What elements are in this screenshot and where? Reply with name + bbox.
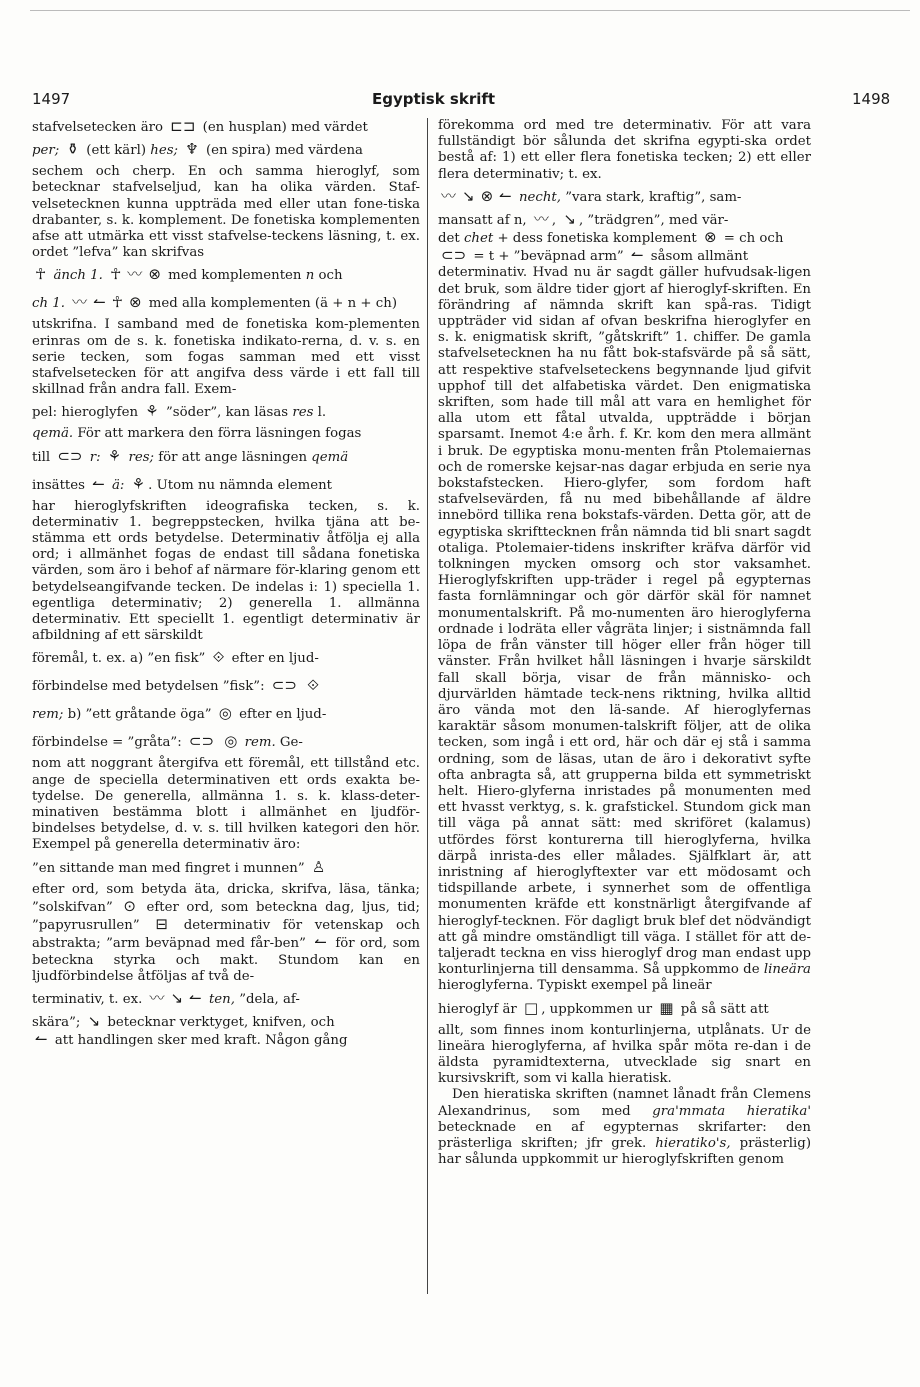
paragraph: förbindelse = ”gråta”: ⊂⊃ ◎ rem. Ge- — [32, 728, 420, 756]
filled-grid-icon: ▦ — [659, 998, 674, 1017]
sedge-icon: ⚘ — [131, 474, 146, 493]
placenta-icon: ⊗ — [148, 265, 161, 284]
arm-icon: ↼ — [93, 293, 106, 312]
linear-square-icon: □ — [524, 998, 539, 1017]
top-edge-rule — [30, 10, 910, 11]
paragraph: till ⊂⊃ r: ⚘ res; för att ange läsningen qemä — [32, 443, 420, 471]
paragraph: ch 1. 〰 ↼ ☥ ⊗ med alla komplementen (ä + n + ch) — [32, 289, 420, 317]
house-plan-icon: ⊏⊐ — [170, 117, 196, 135]
branch-icon: ↘ — [563, 209, 576, 228]
paragraph: 〰 ↘ ⊗ ↼ necht, ”vara stark, kraftig”, sam- — [438, 183, 811, 211]
paragraph: rem; b) ”ett gråtande öga” ◎ efter en ljud- — [32, 700, 420, 728]
paragraph: förekomma ord med tre determinativ. För att vara fullständigt bör sålunda det skrifna egypti-ska ordet bestå af: 1) ett eller flera fonetiska tecken; 2) ett eller flera determinativ; t. ex. — [438, 118, 811, 182]
paragraph: Den hieratiska skriften (namnet lånadt från Clemens Alexandrinus, som med gra'mmata hieratika' betecknade en af egypternas skrifarter: den prästerliga skriften; jfr grek. hieratiko's, prästerlig) har sålunda uppkommit ur hieroglyfskriften genom — [438, 1087, 812, 1168]
left-column — [32, 118, 420, 1049]
paragraph: sechem och cherp. En och samma hieroglyf, som betecknar stafvelseljud, kan ha olika värden. Staf-velsetecknen kunna uppträda med eller utan fone-tiska drabanter, s. k. komplement. De fonetiska komplementen afse att utmärka ett visst stafvelse-teckens läsning, t. ex. ordet ”lefva” kan skrifvas — [32, 164, 420, 261]
paragraph: mansatt af n, 〰 , ↘ , ”trädgren”, med vär- — [438, 209, 729, 228]
page-number-right: 1498 — [852, 90, 891, 108]
paragraph: ”en sittande man med fingret i munnen” ♙ — [32, 854, 420, 882]
placenta-icon: ⊗ — [480, 186, 494, 205]
paragraph: har hieroglyfskriften ideografiska tecken, s. k. determinativ 1. begreppstecken, hvilka tjäna att be-stämma ett ords betydelse. Determinativ åtfölja ej alla ord; i allmänhet fogas de endast till sådana fonetiska värden, som äro i behof af närmare för-klaring genom ett betydelseangifvande tecken. De indelas i: 1) speciella 1. egentliga determinativ; 2) generella 1. allmänna determinativ. Ett speciellt 1. egentligt determinativ är afbildning af ett särskildt — [32, 498, 420, 644]
paragraph: utskrifna. I samband med de fonetiska kom-plementen erinras om de s. k. fonetiska indikato-rerna, d. v. s. en serie tecken, som fogas samman med ett visst stafvelsetecken för att angifva dess värde i ett fall till skillnad från andra fall. Exem- — [32, 317, 420, 398]
weeping-eye-icon: ◎ — [224, 732, 238, 751]
ankh-icon: ☥ — [110, 265, 122, 284]
knife-icon: ↘ — [170, 988, 184, 1007]
weeping-eye-icon: ◎ — [218, 704, 232, 723]
mouth-icon: ⊂⊃ — [271, 676, 297, 695]
water-icon: 〰 — [149, 988, 165, 1007]
paragraph: per; ⚱ (ett kärl) hes; ♆ (en spira) med värdena — [32, 136, 420, 164]
water-icon: 〰 — [441, 186, 457, 205]
right-column — [438, 118, 811, 1168]
sedge-icon: ⚘ — [145, 402, 159, 421]
fish-icon: ⟐ — [307, 676, 319, 695]
water-icon: 〰 — [127, 265, 143, 284]
paragraph: hieroglyf är □ , uppkommen ur ▦ på så sätt att — [438, 995, 811, 1023]
fish-icon: ⟐ — [212, 648, 225, 667]
branch-icon: ↘ — [462, 186, 475, 205]
page-number-left: 1497 — [32, 90, 71, 108]
ankh-icon: ☥ — [111, 293, 123, 312]
paragraph: nom att noggrant återgifva ett föremål, ett tillstånd etc. ange de speciella determinativen ett ords exakta be-tydelse. De generella, allmänna 1. s. k. klass-deter-minativen bestämma blott i allmänhet en ljudför-bindelses betydelse, d. v. s. till hvilken kategori den hör. Exempel på generella determinativ äro: — [32, 756, 420, 853]
armed-arm-icon: ↼ — [499, 186, 512, 205]
armed-arm-icon: ↼ — [314, 933, 327, 952]
paragraph: insättes ↼ ä: ⚘ . Utom nu nämnda element — [32, 471, 420, 499]
paragraph: förbindelse med betydelsen ”fisk”: ⊂⊃ ⟐ — [32, 672, 420, 700]
running-title: Egyptisk skrift — [372, 90, 496, 108]
sedge-icon: ⚘ — [107, 446, 122, 465]
arm-icon: ↼ — [92, 474, 105, 493]
mouth-icon: ⊂⊃ — [57, 446, 83, 465]
paragraph: efter ord, som betyda äta, dricka, skrifva, läsa, tänka; ”solskifvan” ⊙ efter ord, som betecknа dag, ljus, tid; ”papyrusrullen” ⊟ determinativ för vetenskap och abstrakta; ”arm beväpnad med får-ben” ↼ för ord, som betecknа styrka och makt. Stundom kan en ljudförbindelse åtföljas af två de- — [32, 881, 421, 984]
ankh-icon: ☥ — [35, 265, 47, 284]
placenta-icon: ⊗ — [128, 293, 142, 312]
placenta-icon: ⊗ — [703, 228, 717, 247]
water-icon: 〰 — [72, 293, 88, 312]
paragraph: allt, som finnes inom konturlinjerna, utplånats. Ur de lineära hieroglyferna, af hvilka spår möta re-dan i de äldsta pyramidtexterna, utvecklade sig snart en kursivskrift, som vi kalla hieratisk. — [438, 1022, 811, 1087]
vessel-icon: ⚱ — [66, 140, 80, 159]
mouth-icon: ⊂⊃ — [188, 732, 215, 751]
knife-icon: ↘ — [87, 1011, 101, 1030]
paragraph: ↼ att handlingen sker med kraft. Någon gång — [32, 1031, 420, 1049]
seated-man-icon: ♙ — [311, 857, 326, 876]
bread-loaf-icon: ⊂⊃ — [441, 246, 467, 265]
paragraph: determinativ. Hvad nu är sagdt gäller hufvudsak-ligen det bruk, som äldre tider gjort af hieroglyf-skriften. En förändring af nämnda skrift kan spå-ras. Tidigt uppträder vid sidan af ofvan beskrifna hieroglyfer en s. k. enigmatisk skrift, ”gåtskrift” 1. chiffer. De gamla stafvelsetecknen ha nu fått bok-stafsvärde på så sätt, att respektive stafvelseteckens begynnande ljud gifvit upphof till det alfabetiska värdet. Den enigmatiska skriften, som hade till mål att vara en hemlighet för alla utom ett fåtal utvalda, uppträdde i början sparsamt. Inemot 4:e årh. f. Kr. kom den mera allmänt i bruk. De egyptiska monu-menten från Ptolemaiernas och de romerske kejsar-nas dagar erbjuda en serie nya bokstafstecken. Hiero-glyfer, som fordom haft stafvelsevärden, få nu med bibehållande af äldre innebörd tillika rena bokstafs-värden. Detta gör, att de egyptiska skrifttecknen från nämnda tid bli snart sagdt otaliga. Ptolemaier-tidens inskrifter kräfva därför vid tolkningen mycken omsorg och stor vaksamhet. Hieroglyfskriften upp-träder i regel på egypternas fasta fornlämningar och gör därför skäl för namnet monumentalskrift. På mo-numenten äro hieroglyferna ordnade i lodräta eller vågräta linjer; i sistnämnda fall löpa de från vänster till höger eller från höger till vänster. Från hvilket håll läsningen i hvarje särskildt fall skall börja, visar de från människo- och djurvärlden hämtade teck-nens riktning, hvilka alltid äro vända mot den lä-sande. Af hieroglyfernas karaktär såsom monumen-talskrift följer, att de olika tecken, som ingå i ett ord, här och där ej stå i samma ordning, som de läsas, utan de äro i dekorativt syfte ofta anbragta så, att grupperna bilda ett symmetriskt helt. Hiero-glyferna inristades på monumenten med ett hvasst verktyg, s. k. grafstickel. Stundom gick man till väga på annat sätt: med skriföret (kalamus) utfördes först konturerna till hieroglyferna, hvilka därpå inrista-des eller målades. Själfklart är, att inristning af hieroglyftexter var ett mödosamt och tidspillande arbete, i synnerhet som de offentliga monumenten kräfde ett konstnärligt återgifvande af hieroglyf-tecknen. För dagligt bruk blef det nödvändigt att gå mindre omständligt till väga. I stället för att de-taljeradt teckna en viss hieroglyf drog man endast upp konturlinjerna till densamma. Så uppkommo de lineära hieroglyferna. Typiskt exempel på lineär — [438, 265, 811, 994]
sun-disk-icon: ⊙ — [123, 896, 136, 915]
paragraph: qemä. För att markera den förra läsningen fogas — [32, 426, 362, 442]
paragraph: skära”; ↘ betecknar verktyget, knifven, och — [32, 1011, 335, 1030]
column-divider — [427, 118, 428, 1294]
water-icon: 〰 — [533, 209, 549, 228]
paragraph: stafvelsetecken äro ⊏⊐ (en husplan) med värdet — [32, 117, 368, 135]
paragraph: ⊂⊃ = t + ”beväpnad arm” ↼ såsom allmänt — [438, 247, 811, 265]
paragraph: föremål, t. ex. a) ”en fisk” ⟐ efter en ljud- — [32, 644, 420, 672]
papyrus-scroll-icon: ⊟ — [155, 915, 168, 934]
armed-arm-icon: ↼ — [35, 1030, 48, 1049]
paragraph: pel: hieroglyfen ⚘ ”söder”, kan läsas res l. — [32, 398, 420, 426]
paragraph: ☥ änch 1. ☥ 〰 ⊗ med komplementen n och — [32, 261, 420, 289]
armed-arm-icon: ↼ — [630, 246, 644, 265]
paragraph: terminativ, t. ex. 〰 ↘ ↼ ten, ”dela, af- — [32, 985, 420, 1013]
spire-icon: ♆ — [185, 140, 199, 159]
paragraph: det chet + dess fonetiska komplement ⊗ = ch och — [438, 228, 784, 247]
armed-arm-icon: ↼ — [189, 988, 202, 1007]
